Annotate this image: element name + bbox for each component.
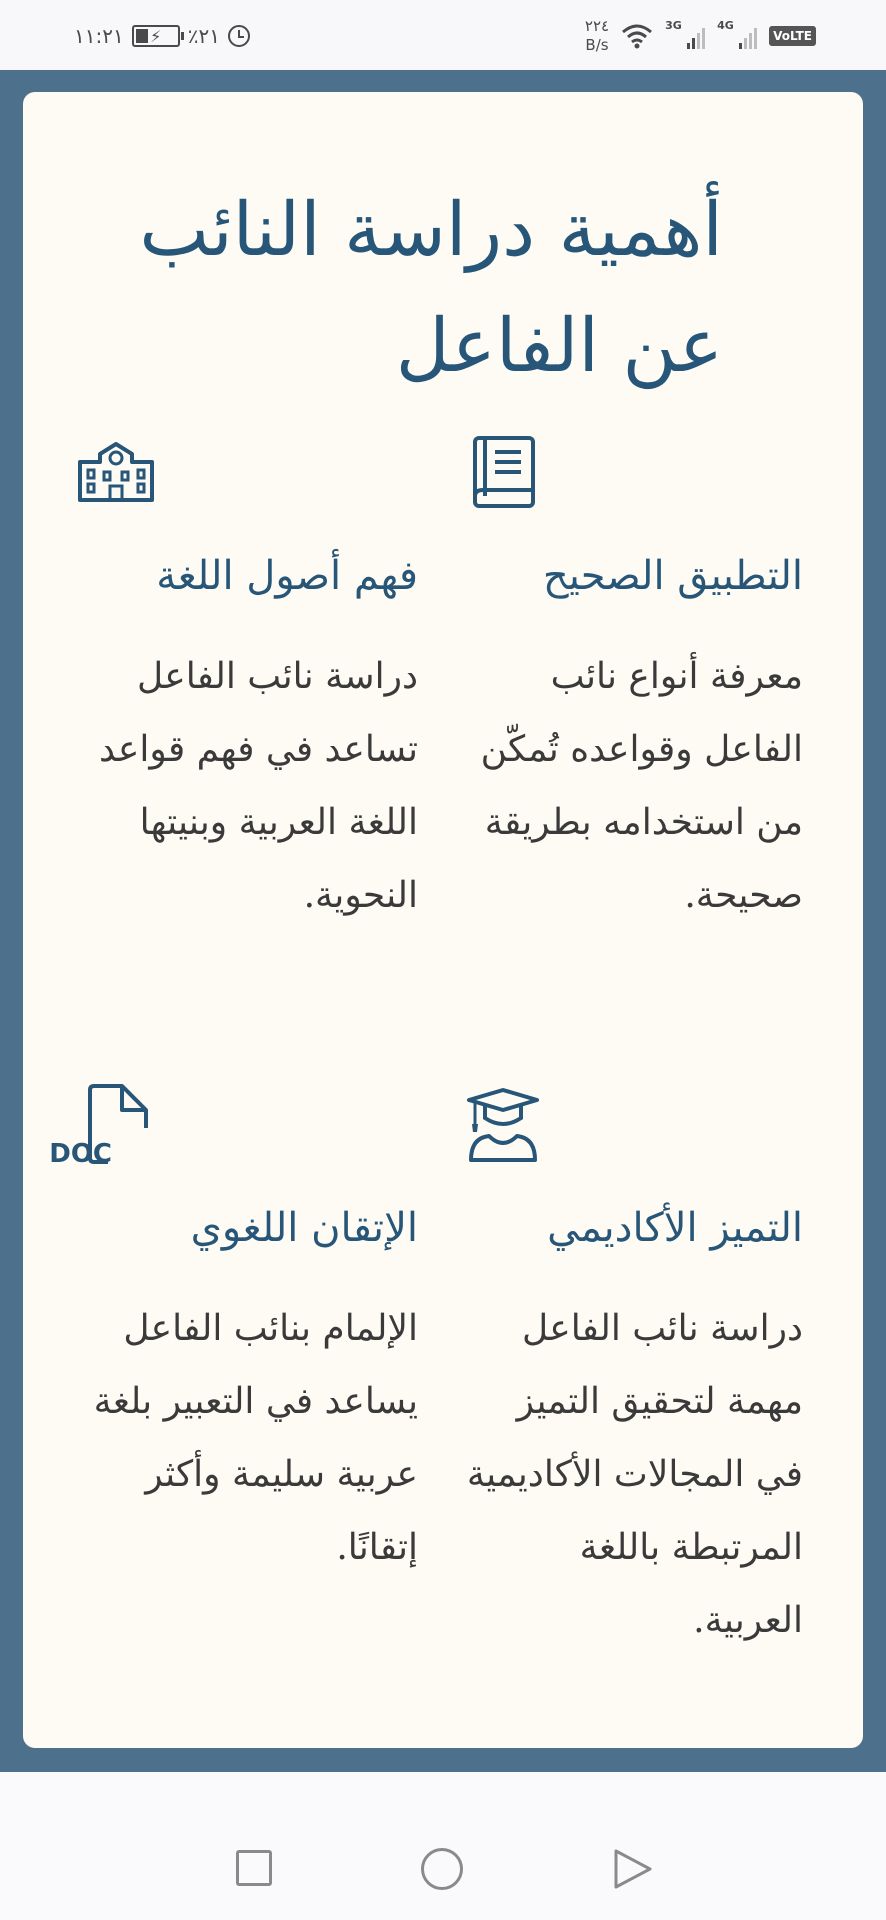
- sim1-network-label: 3G: [665, 19, 682, 32]
- feature-heading: التميز الأكاديمي: [547, 1205, 803, 1251]
- battery-percent: ٪٢١: [187, 24, 220, 48]
- battery-icon: [132, 25, 180, 47]
- recent-apps-button[interactable]: [236, 1850, 272, 1886]
- feature-description: دراسة نائب الفاعل تساعد في فهم قواعد اللغة العربية وبنيتها النحوية.: [99, 656, 418, 916]
- school-building-icon: [76, 432, 156, 512]
- graduate-icon: [463, 1084, 543, 1164]
- status-right-group: [585, 14, 816, 58]
- feature-heading: فهم أصول اللغة: [156, 553, 418, 599]
- network-speed-unit: B/s: [585, 36, 609, 54]
- status-time: ١١:٢١: [74, 24, 124, 48]
- feature-card-language-origins: [98, 432, 418, 992]
- signal-sim1-icon: [665, 21, 705, 51]
- system-navigation-bar: [0, 1772, 886, 1920]
- feature-heading: الإتقان اللغوي: [190, 1205, 418, 1251]
- doc-file-icon: [49, 1084, 178, 1169]
- feature-card-academic-excellence: [466, 1084, 803, 1704]
- volte-badge: VoLTE: [769, 26, 816, 46]
- content-card: [23, 92, 863, 1748]
- status-left-group: [74, 20, 250, 52]
- wifi-icon: [621, 23, 653, 49]
- home-button[interactable]: [421, 1848, 463, 1890]
- back-button[interactable]: [612, 1848, 654, 1890]
- alarm-icon: [228, 25, 250, 47]
- book-icon: [463, 432, 543, 512]
- svg-text:DOC: DOC: [49, 1139, 112, 1169]
- feature-description: دراسة نائب الفاعل مهمة لتحقيق التميز في المجالات الأكاديمية المرتبطة باللغة العربية.: [466, 1308, 803, 1641]
- network-speed-value: ٢٢٤: [584, 17, 610, 35]
- feature-card-linguistic-mastery: [49, 1084, 418, 1644]
- status-bar: [0, 0, 886, 70]
- feature-heading: التطبيق الصحيح: [542, 553, 803, 599]
- feature-description: معرفة أنواع نائب الفاعل وقواعده تُمكّن من استخدامه بطريقة صحيحة.: [480, 656, 803, 916]
- feature-card-correct-application: [480, 432, 803, 992]
- charging-icon: ⚡: [150, 26, 162, 46]
- page-title: أهمية دراسة النائب عن الفاعل: [139, 187, 723, 389]
- sim2-network-label: 4G: [717, 19, 734, 32]
- network-speed: [585, 17, 609, 55]
- feature-description: الإلمام بنائب الفاعل يساعد في التعبير بلغة عربية سليمة وأكثر إتقانًا.: [93, 1308, 418, 1568]
- signal-sim2-icon: [717, 21, 757, 51]
